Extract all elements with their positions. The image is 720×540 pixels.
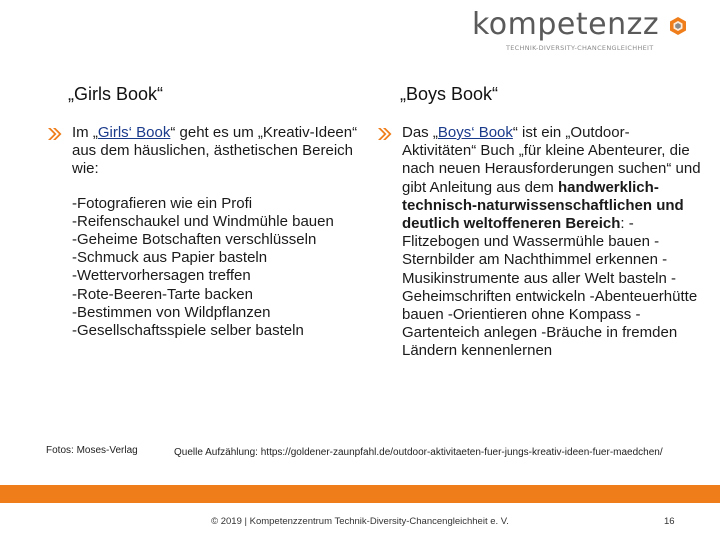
list-item: -Geheime Botschaften verschlüsseln — [72, 231, 317, 249]
list-item: -Reifenschaukel und Windmühle bauen — [72, 212, 334, 230]
girls-book-link[interactable]: Girls‘ Book — [97, 124, 171, 141]
list-item: -Gesellschaftsspiele selber basteln — [72, 322, 304, 340]
list-item: -Wettervorhersagen treffen — [72, 267, 251, 285]
boys-book-text — [402, 124, 702, 361]
girls-book-heading: „Girls Book“ — [68, 84, 164, 104]
logo-tagline: TECHNIK-DIVERSITY-CHANCENGLEICHHEIT — [506, 44, 654, 52]
list-item: -Fotografieren wie ein Profi — [72, 194, 253, 212]
kompetenzz-logo — [472, 8, 692, 50]
list-item: -Schmuck aus Papier basteln — [72, 249, 268, 267]
paragraph-text: : -Flitzebogen und Wassermühle bauen -Sternbilder am Nachthimmel erkennen -Musikinstrumente aus aller Welt basteln -Geheimschriften entwickeln -Abenteuerhütte bauen -Orientieren ohne Kompass -Gartenteich anlegen -Bräuche in fremden Ländern kennenlernen — [402, 215, 698, 360]
source-citation: Quelle Aufzählung: https://goldener-zaunpfahl.de/outdoor-aktivitaeten-fuer-jungs-kreativ-ideen-fuer-maedchen/ — [174, 447, 663, 458]
intro-text: “ geht es um „Kreativ-Ideen“ aus dem häuslichen, ästhetischen Bereich wie: — [72, 124, 358, 178]
boys-book-paragraph — [402, 124, 702, 361]
list-item: -Bestimmen von Wildpflanzen — [72, 303, 271, 321]
page-number: 16 — [664, 516, 675, 527]
paragraph-text: Das „ — [402, 124, 438, 141]
logo-hexagon-icon — [668, 16, 688, 36]
logo-wordmark — [472, 8, 659, 42]
activity-list — [72, 195, 368, 341]
logo-word-part: kompeten — [472, 7, 627, 42]
footer-accent-bar — [0, 485, 720, 503]
logo-word-zz: zz — [626, 7, 660, 42]
footer-copyright: © 2019 | Kompetenzzentrum Technik-Diversity-Chancengleichheit e. V. — [211, 516, 509, 527]
girls-book-text — [72, 124, 368, 340]
photo-credit: Fotos: Moses-Verlag — [46, 445, 138, 456]
girls-book-intro — [72, 124, 368, 179]
paragraph-text: “ ist ein „Outdoor-Aktivitäten“ Buch „für kleine Abenteurer, die nach neuen Herausforderungen suchen“ und gibt Anleitung aus dem — [402, 124, 701, 196]
intro-text: Im „ — [72, 124, 98, 141]
double-chevron-bullet-icon — [378, 128, 392, 140]
bold-phrase: handwerklich-technisch-naturwissenschaftlichen und deutlich weltoffeneren Bereich — [402, 178, 684, 233]
boys-book-heading: „Boys Book“ — [400, 84, 499, 104]
boys-book-link[interactable]: Boys‘ Book — [437, 124, 513, 141]
double-chevron-bullet-icon — [48, 128, 62, 140]
list-item: -Rote-Beeren-Tarte backen — [72, 285, 253, 303]
